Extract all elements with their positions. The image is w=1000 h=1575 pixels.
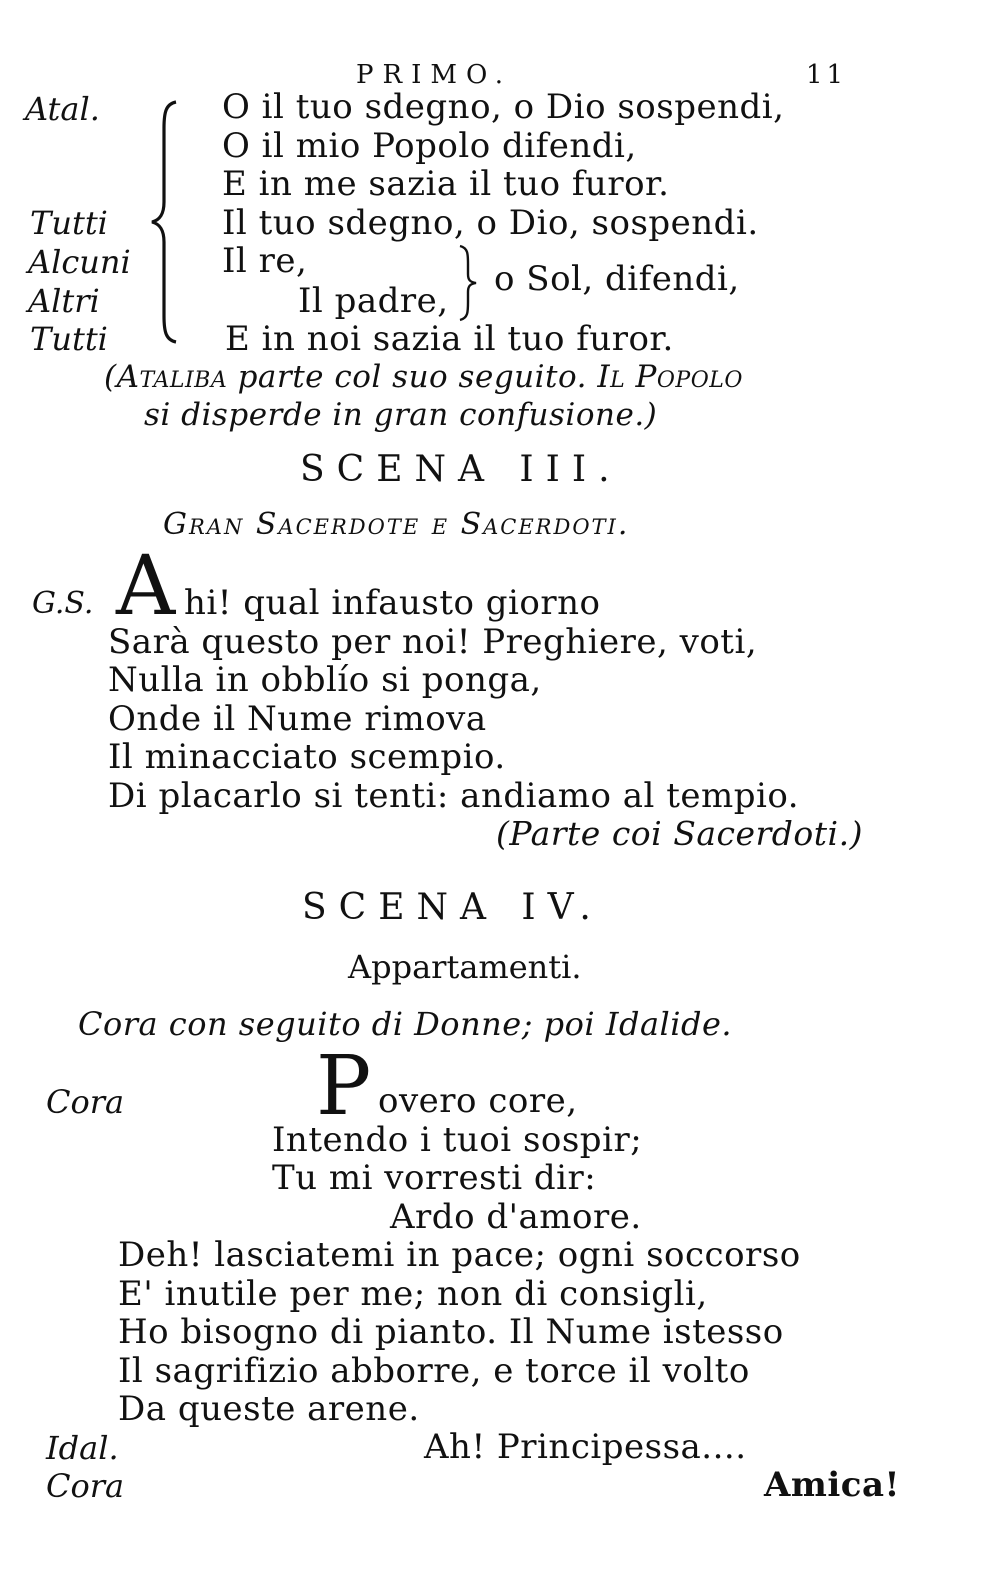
verse-line: E in noi sazia il tuo furor.: [225, 319, 674, 359]
stage-direction-text: (: [104, 359, 117, 395]
stage-direction: si disperde in gran confusione.): [144, 397, 658, 433]
drop-cap: P: [316, 1039, 372, 1134]
verse-line: Deh! lasciatemi in pace; ogni soccorso: [118, 1235, 801, 1275]
scene-heading: SCENA III.: [300, 449, 622, 490]
verse-line: O il mio Popolo difendi,: [222, 126, 637, 166]
verse-line: Di placarlo si tenti: andiamo al tempio.: [108, 776, 800, 816]
exit-direction: (Parte coi Sacerdoti.): [496, 814, 863, 853]
verse-line: E in me sazia il tuo furor.: [222, 164, 670, 204]
verse-line: Il minacciato scempio.: [108, 737, 506, 777]
right-brace-icon: [456, 244, 480, 322]
page-number: 11: [806, 60, 848, 90]
verse-line: E' inutile per me; non di consigli,: [118, 1274, 708, 1314]
drop-cap: A: [116, 539, 176, 634]
scene-heading: SCENA IV.: [302, 887, 603, 928]
speaker-cora: Cora: [46, 1083, 125, 1121]
speaker-cora: Cora: [46, 1467, 125, 1505]
speaker-idal: Idal.: [46, 1429, 119, 1467]
verse-line: Intendo i tuoi sospir;: [272, 1120, 643, 1160]
scene-setting: Appartamenti.: [348, 948, 582, 986]
running-title: PRIMO.: [356, 60, 513, 90]
speaker-tutti-2: Tutti: [30, 320, 108, 358]
verse-line: overo core,: [378, 1081, 578, 1121]
verse-line: hi! qual infausto giorno: [184, 583, 601, 623]
verse-line: Il padre,: [298, 281, 449, 321]
character-name: Il Popolo: [597, 359, 743, 395]
verse-line: Tu mi vorresti dir:: [272, 1158, 597, 1198]
left-brace-icon: [148, 98, 184, 346]
speaker-atal: Atal.: [25, 90, 100, 128]
scene-characters: Gran Sacerdote e Sacerdoti.: [163, 507, 630, 542]
speaker-alcuni: Alcuni: [28, 243, 131, 281]
verse-line: Il re,: [222, 241, 308, 281]
verse-line: Il tuo sdegno, o Dio, sospendi.: [222, 203, 759, 243]
stage-direction: [104, 359, 743, 395]
verse-line: Ah! Principessa....: [424, 1427, 747, 1467]
character-name: Ataliba: [116, 359, 228, 395]
speaker-tutti: Tutti: [30, 204, 108, 242]
verse-line: Sarà questo per noi! Preghiere, voti,: [108, 622, 758, 662]
verse-line: Amica!: [764, 1465, 900, 1505]
verse-line: Ardo d'amore.: [390, 1197, 642, 1237]
verse-line: O il tuo sdegno, o Dio sospendi,: [222, 87, 785, 127]
verse-line: Nulla in obblío si ponga,: [108, 660, 542, 700]
verse-line: Onde il Nume rimova: [108, 699, 487, 739]
stage-direction-text: parte col suo seguito.: [227, 359, 598, 395]
verse-line: Da queste arene.: [118, 1389, 420, 1429]
speaker-altri: Altri: [28, 282, 100, 320]
scene-characters: Cora con seguito di Donne; poi Idalide.: [78, 1005, 733, 1043]
verse-line: Il sagrifizio abborre, e torce il volto: [118, 1351, 750, 1391]
verse-line: o Sol, difendi,: [494, 259, 740, 299]
verse-line: Ho bisogno di pianto. Il Nume istesso: [118, 1312, 784, 1352]
speaker-gs: G.S.: [32, 586, 94, 621]
